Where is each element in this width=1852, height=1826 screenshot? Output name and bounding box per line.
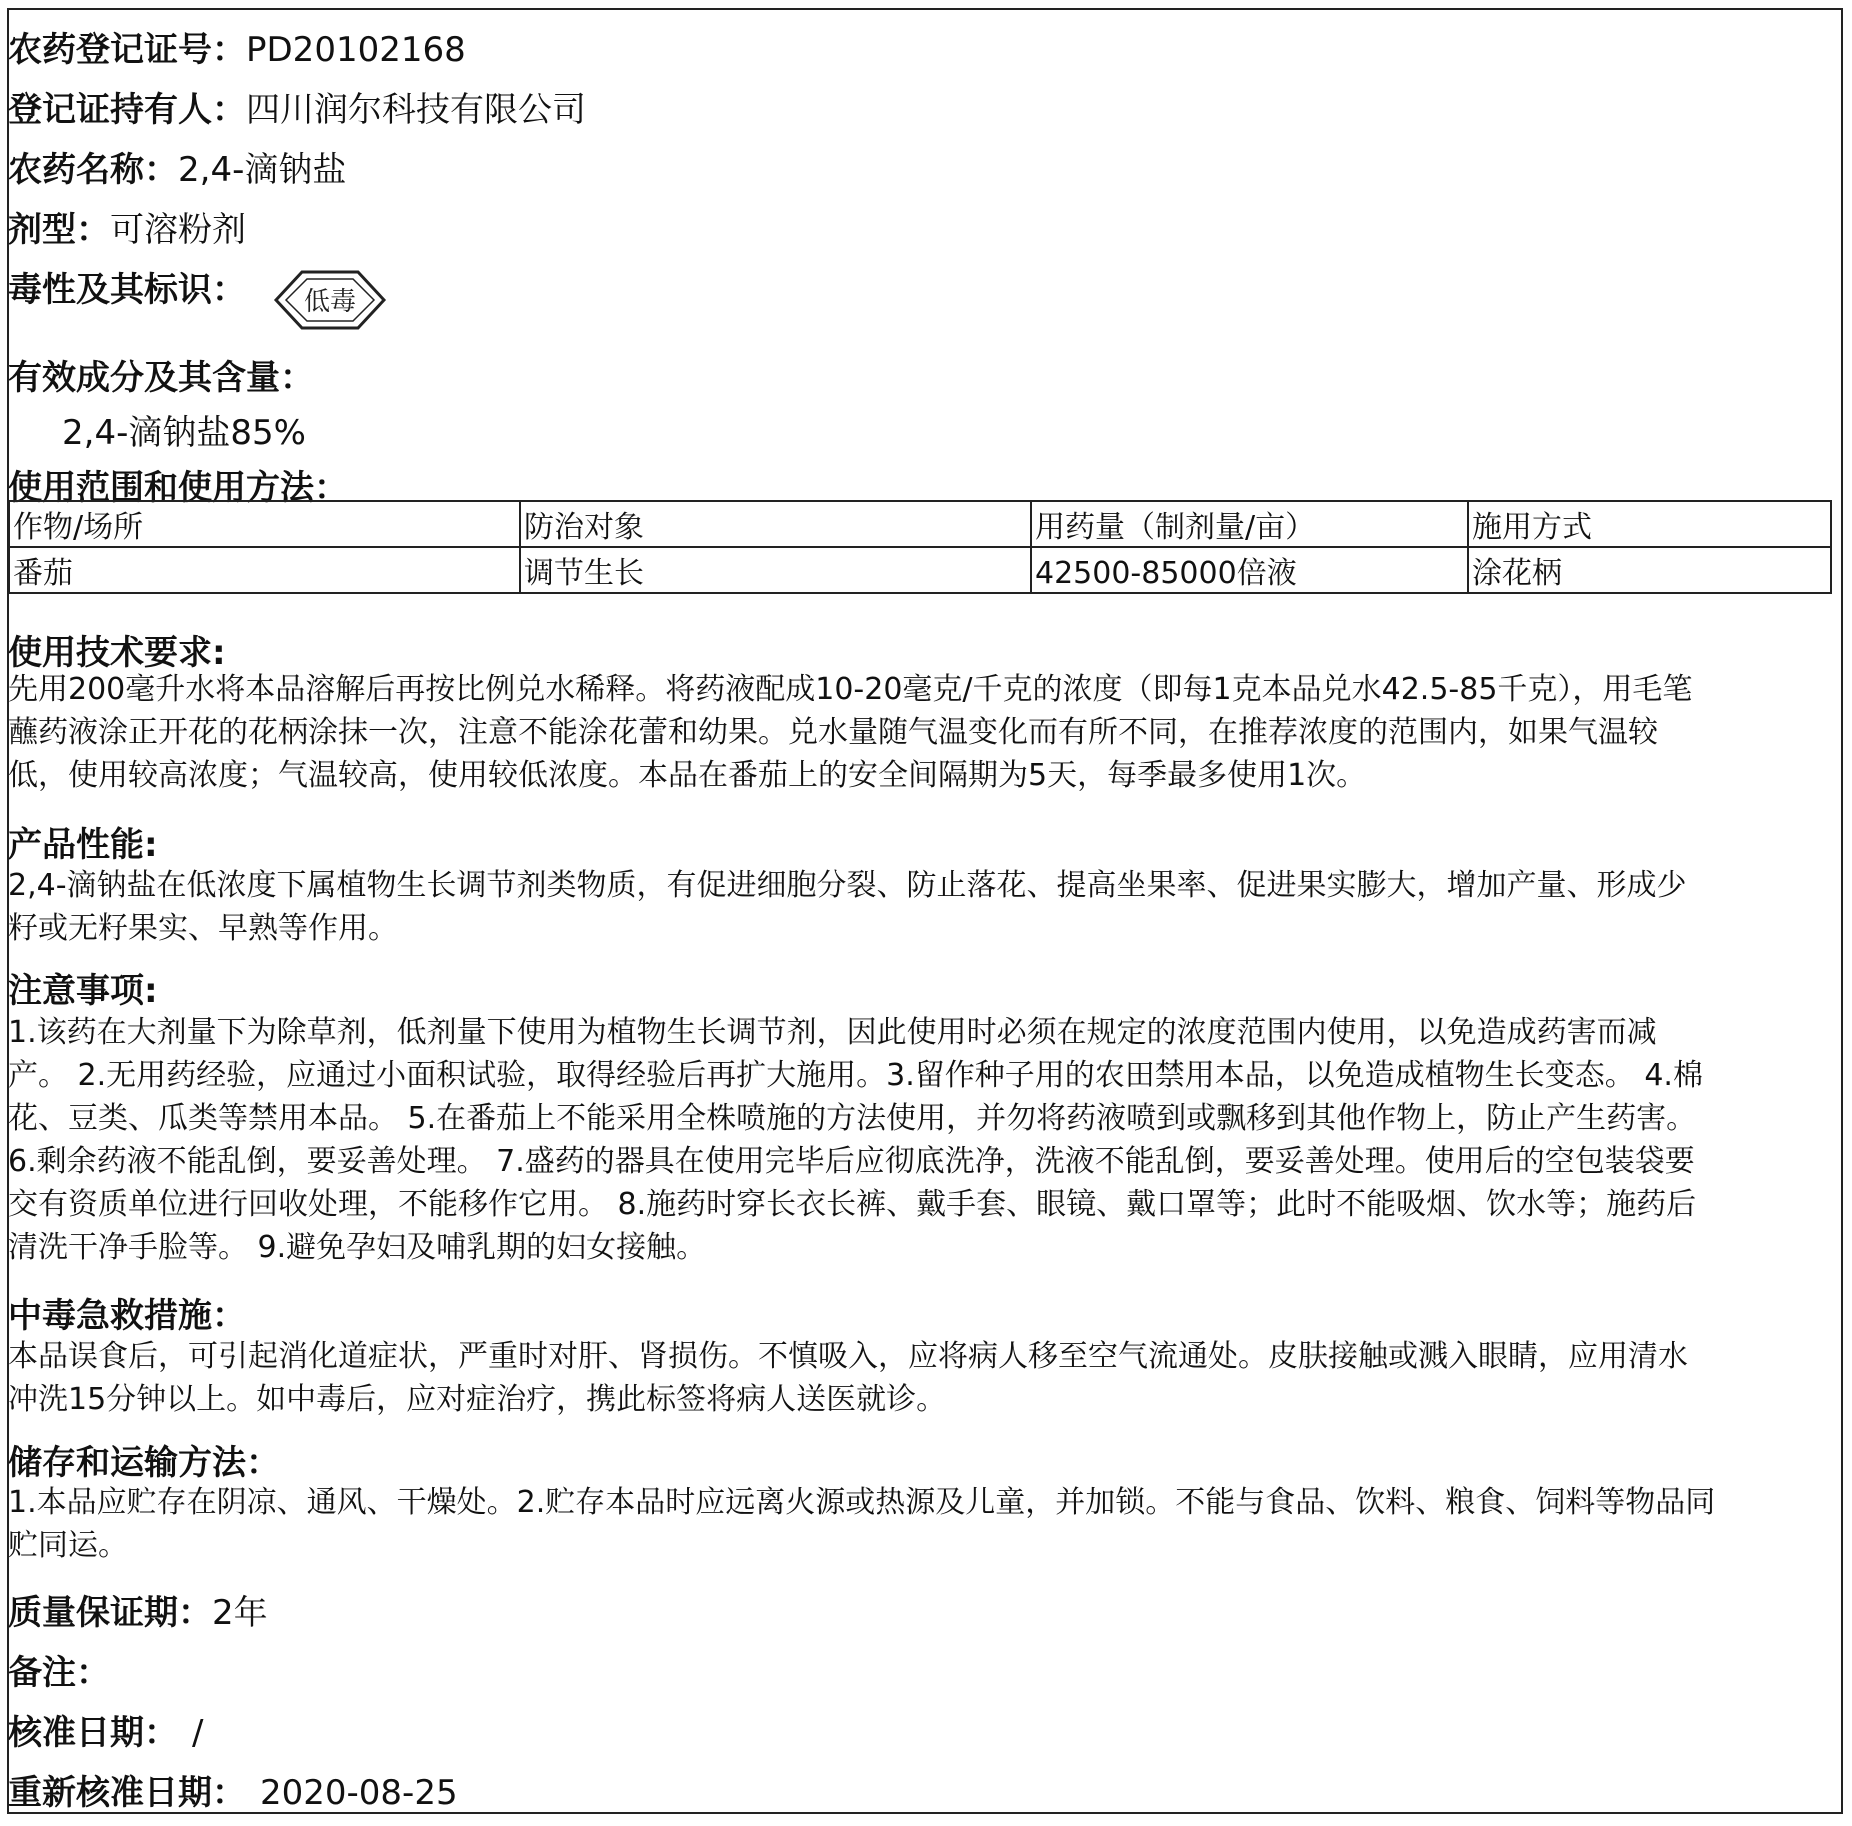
- shelf-life-value: 2年: [212, 1593, 268, 1633]
- usage-cell-dosage: 42500-85000倍液: [1031, 547, 1468, 593]
- usage-cell-method: 涂花柄: [1468, 547, 1831, 593]
- holder-row: [8, 82, 586, 131]
- text-line: 花、豆类、瓜类等禁用本品。 5.在番茄上不能采用全株喷施的方法使用，并勿将药液喷到或飘移到其他作物上，防止产生药害。: [8, 1101, 1697, 1136]
- text-line: 本品误食后，可引起消化道症状，严重时对肝、肾损伤。不慎吸入，应将病人移至空气流通处。皮肤接触或溅入眼睛，应用清水: [8, 1339, 1688, 1374]
- usage-header-cell: 作物/场所: [9, 501, 520, 547]
- ingredient-value: 2,4-滴钠盐85%: [62, 413, 306, 453]
- text-line: 蘸药液涂正开花的花柄涂抹一次，注意不能涂花蕾和幼果。兑水量随气温变化而有所不同，在推荐浓度的范围内，如果气温较: [8, 715, 1658, 750]
- pesticide-name-value: 2,4-滴钠盐: [178, 150, 347, 190]
- text-line: 产。 2.无用药经验，应通过小面积试验，取得经验后再扩大施用。3.留作种子用的农田禁用本品，以免造成植物生长变态。 4.棉: [8, 1058, 1703, 1093]
- shelf-life-label: 质量保证期：: [8, 1593, 212, 1633]
- notes-text: [8, 1011, 1830, 1269]
- usage-header-cell: 防治对象: [520, 501, 1031, 547]
- registration-number-row: [8, 22, 466, 71]
- usage-table-row: [9, 547, 1831, 593]
- usage-label: 使用范围和使用方法：: [8, 468, 348, 508]
- toxicity-label: 毒性及其标识：: [8, 270, 246, 310]
- reapproval-date-label: 重新核准日期：: [8, 1773, 246, 1813]
- performance-heading-row: [8, 817, 158, 866]
- text-line: 先用200毫升水将本品溶解后再按比例兑水稀释。将药液配成10-20毫克/千克的浓度（即每1克本品兑水42.5-85千克），用毛笔: [8, 672, 1693, 707]
- holder-value: 四川润尔科技有限公司: [246, 90, 586, 130]
- text-line: 交有资质单位进行回收处理，不能移作它用。 8.施药时穿长衣长裤、戴手套、眼镜、戴口罩等；此时不能吸烟、饮水等；施药后: [8, 1187, 1697, 1222]
- text-line: 1.本品应贮存在阴凉、通风、干燥处。2.贮存本品时应远离火源或热源及儿童，并加锁。不能与食品、饮料、粮食、饲料等物品同: [8, 1485, 1716, 1520]
- pesticide-name-label: 农药名称：: [8, 150, 178, 190]
- performance-text: [8, 864, 1830, 950]
- usage-table: [8, 500, 1832, 594]
- ingredient-value-row: [62, 405, 306, 454]
- formulation-value: 可溶粉剂: [110, 210, 246, 250]
- text-line: 1.该药在大剂量下为除草剂，低剂量下使用为植物生长调节剂，因此使用时必须在规定的浓度范围内使用，以免造成药害而减: [8, 1015, 1657, 1050]
- usage-header-cell: 用药量（制剂量/亩）: [1031, 501, 1468, 547]
- reapproval-date-row: [8, 1765, 458, 1814]
- text-line: 贮同运。: [8, 1528, 128, 1563]
- shelf-life-row: [8, 1585, 268, 1634]
- registration-number-value: PD20102168: [246, 30, 466, 70]
- usage-cell-crop: 番茄: [9, 547, 520, 593]
- first-aid-heading-row: [8, 1288, 246, 1337]
- first-aid-text: [8, 1335, 1830, 1421]
- performance-label: 产品性能:: [8, 825, 158, 865]
- formulation-label: 剂型：: [8, 210, 110, 250]
- formulation-row: [8, 202, 246, 251]
- remarks-label: 备注：: [8, 1653, 110, 1693]
- ingredient-heading-row: [8, 350, 314, 399]
- text-line: 冲洗15分钟以上。如中毒后，应对症治疗，携此标签将病人送医就诊。: [8, 1382, 947, 1417]
- pesticide-name-row: [8, 142, 346, 191]
- tech-text: [8, 668, 1830, 797]
- tech-label: 使用技术要求:: [8, 633, 226, 673]
- notes-label: 注意事项:: [8, 971, 158, 1011]
- usage-header-cell: 施用方式: [1468, 501, 1831, 547]
- approval-date-label: 核准日期：: [8, 1713, 178, 1753]
- storage-label: 储存和运输方法：: [8, 1443, 280, 1483]
- toxicity-row: [8, 262, 246, 311]
- text-line: 低，使用较高浓度；气温较高，使用较低浓度。本品在番茄上的安全间隔期为5天，每季最多使用1次。: [8, 758, 1367, 793]
- toxicity-badge-text: 低毒: [303, 287, 357, 317]
- reapproval-date-value: 2020-08-25: [260, 1773, 458, 1813]
- registration-number-label: 农药登记证号：: [8, 30, 246, 70]
- low-toxicity-diamond-icon: [272, 268, 388, 332]
- text-line: 2,4-滴钠盐在低浓度下属植物生长调节剂类物质，有促进细胞分裂、防止落花、提高坐果率、促进果实膨大，增加产量、形成少: [8, 868, 1687, 903]
- tech-heading-row: [8, 625, 226, 674]
- notes-heading-row: [8, 963, 158, 1012]
- storage-heading-row: [8, 1435, 280, 1484]
- storage-text: [8, 1481, 1830, 1567]
- text-line: 6.剩余药液不能乱倒，要妥善处理。 7.盛药的器具在使用完毕后应彻底洗净，洗液不能乱倒，要妥善处理。使用后的空包装袋要: [8, 1144, 1695, 1179]
- approval-date-value: /: [192, 1713, 204, 1753]
- usage-table-header-row: [9, 501, 1831, 547]
- text-line: 籽或无籽果实、早熟等作用。: [8, 911, 398, 946]
- holder-label: 登记证持有人：: [8, 90, 246, 130]
- usage-cell-target: 调节生长: [520, 547, 1031, 593]
- first-aid-label: 中毒急救措施：: [8, 1296, 246, 1336]
- ingredient-label: 有效成分及其含量：: [8, 358, 314, 398]
- text-line: 清洗干净手脸等。 9.避免孕妇及哺乳期的妇女接触。: [8, 1230, 707, 1265]
- approval-date-row: [8, 1705, 203, 1754]
- remarks-row: [8, 1645, 110, 1694]
